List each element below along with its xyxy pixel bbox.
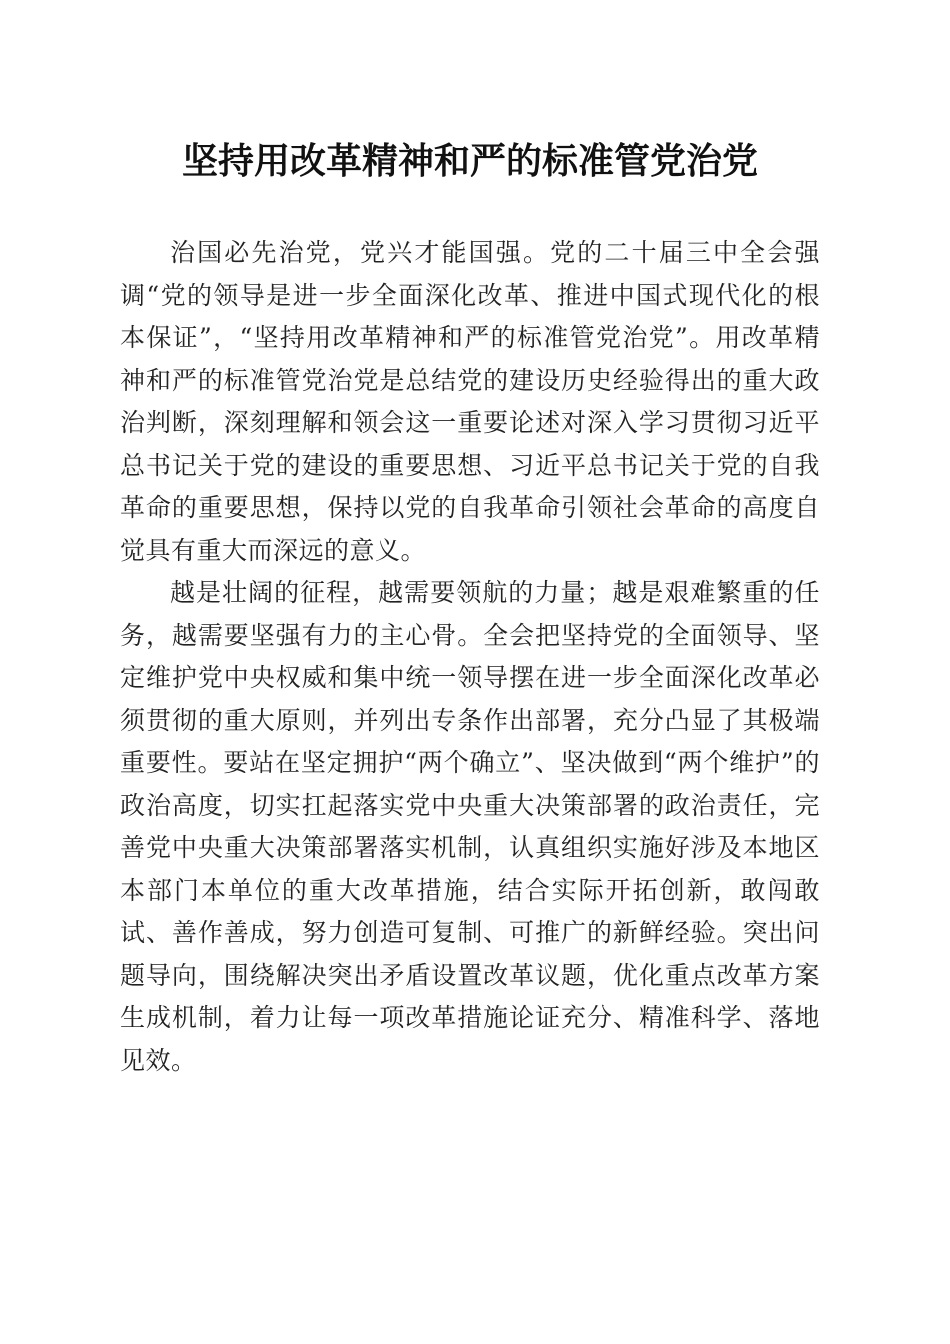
paragraph-2: 越是壮阔的征程，越需要领航的力量；越是艰难繁重的任务，越需要坚强有力的主心骨。全会把坚持党的全面领导、坚定维护党中央权威和集中统一领导摆在进一步全面深化改革必须贯彻的重大原则，并列出专条作出部署，充分凸显了其极端重要性。要站在坚定拥护“两个确立”、坚决做到“两个维护”的政治高度，切实扛起落实党中央重大决策部署的政治责任，完善党中央重大决策部署落实机制，认真组织实施好涉及本地区本部门本单位的重大改革措施，结合实际开拓创新，敢闯敢试、善作善成，努力创造可复制、可推广的新鲜经验。突出问题导向，围绕解决突出矛盾设置改革议题，优化重点改革方案生成机制，着力让每一项改革措施论证充分、精准科学、落地见效。 <box>120 578 820 1075</box>
document-title: 坚持用改革精神和严的标准管党治党 <box>181 140 758 182</box>
paragraph-1: 治国必先治党，党兴才能国强。党的二十届三中全会强调“党的领导是进一步全面深化改革、推进中国式现代化的根本保证”，“坚持用改革精神和严的标准管党治党”。用改革精神和严的标准管党治党是总结党的建设历史经验得出的重大政治判断，深刻理解和领会这一重要论述对深入学习贯彻习近平总书记关于党的建设的重要思想、习近平总书记关于党的自我革命的重要思想，保持以党的自我革命引领社会革命的高度自觉具有重大而深远的意义。 <box>120 238 820 565</box>
document-body <box>120 232 820 1082</box>
